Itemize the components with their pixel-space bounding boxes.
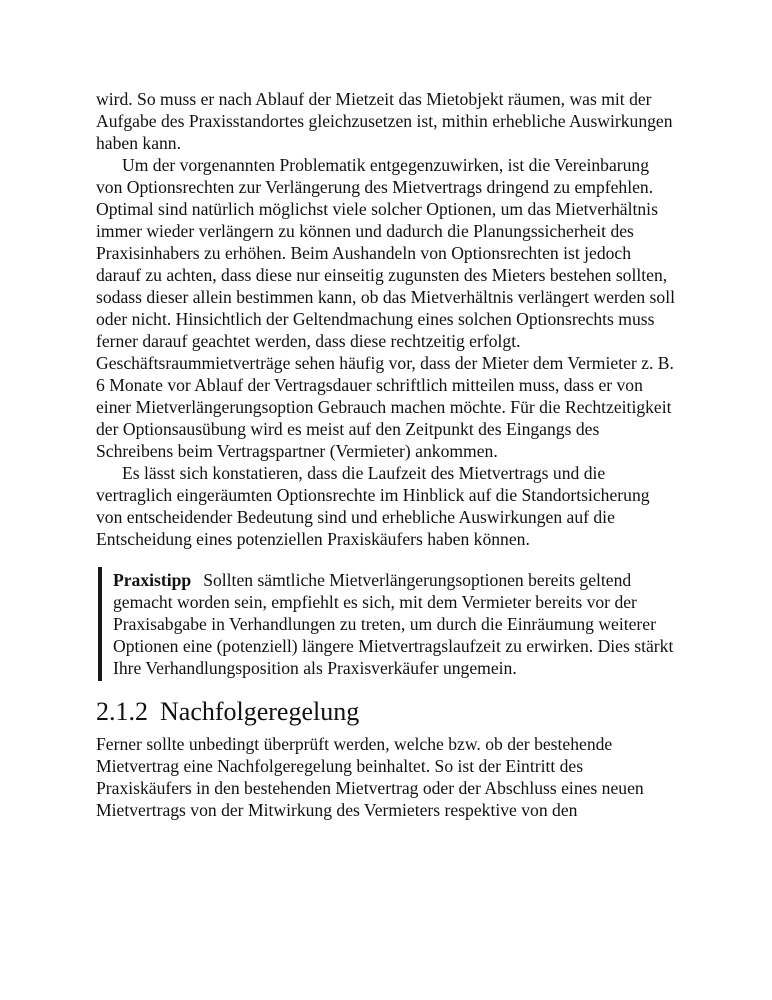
paragraph-conclusion: Es lässt sich konstatieren, dass die Laufzeit des Mietvertrags und die vertraglich eingeräumten Optionsrechte im Hinblick auf die Standortsicherung von entscheidender Bedeutung sind und erhebliche Auswirkungen auf die Entscheidung eines potenziellen Praxiskäufers haben können. [96,463,650,549]
practice-tip-text: Sollten sämtliche Mietverlängerungsoptionen bereits geltend gemacht worden sein, empfiehlt es sich, mit dem Vermieter bereits vor der Praxisabgabe in Verhandlungen zu treten, um durch die Einräumung weiterer Optionen eine (potenziell) längere Mietvertragslaufzeit zu erwirken. Dies stärkt Ihre Verhandlungsposition als Praxisverkäufer ungemein. [113,570,674,678]
practice-tip-box [98,567,676,681]
section-title: Nachfolgeregelung [160,697,360,726]
section-body-paragraph: Ferner sollte unbedingt überprüft werden, welche bzw. ob der bestehende Mietvertrag eine Nachfolgeregelung beinhaltet. So ist der Eintritt des Praxiskäufers in den bestehenden Mietvertrag oder der Abschluss eines neuen Mietvertrags von der Mitwirkung des Vermieters respektive von den [96,734,644,820]
practice-tip-paragraph [113,569,676,679]
paragraph-options: Um der vorgenannten Problematik entgegenzuwirken, ist die Vereinbarung von Optionsrechten zur Verlängerung des Mietvertrags dringend zu empfehlen. Optimal sind natürlich möglichst viele solcher Optionen, um das Mietverhältnis immer wieder verlängern zu können und dadurch die Planungssicherheit des Praxisinhabers zu erhöhen. Beim Aushandeln von Optionsrechten ist jedoch darauf zu achten, dass diese nur einseitig zugunsten des Mieters bestehen sollten, sodass dieser allein bestimmen kann, ob das Mietverhältnis verlängert werden soll oder nicht. Hinsichtlich der Geltendmachung eines solchen Optionsrechts muss ferner darauf geachtet werden, dass diese rechtzeitig erfolgt. Geschäftsraummietverträge sehen häufig vor, dass der Mieter dem Vermieter z. B. 6 Monate vor Ablauf der Vertragsdauer schriftlich mitteilen muss, dass er von einer Mietverlängerungsoption Gebrauch machen möchte. Für die Rechtzeitigkeit der Optionsausübung wird es meist auf den Zeitpunkt des Eingangs des Schreibens beim Vertragspartner (Vermieter) ankommen. [96,155,675,461]
section-number: 2.1.2 [96,697,148,726]
section-heading [96,697,676,727]
document-page [96,88,676,821]
practice-tip-label: Praxistipp [113,570,192,590]
paragraph-continuation: wird. So muss er nach Ablauf der Mietzeit das Mietobjekt räumen, was mit der Aufgabe des Praxisstandortes gleichzusetzen ist, mithin erhebliche Auswirkungen haben kann. [96,89,673,153]
